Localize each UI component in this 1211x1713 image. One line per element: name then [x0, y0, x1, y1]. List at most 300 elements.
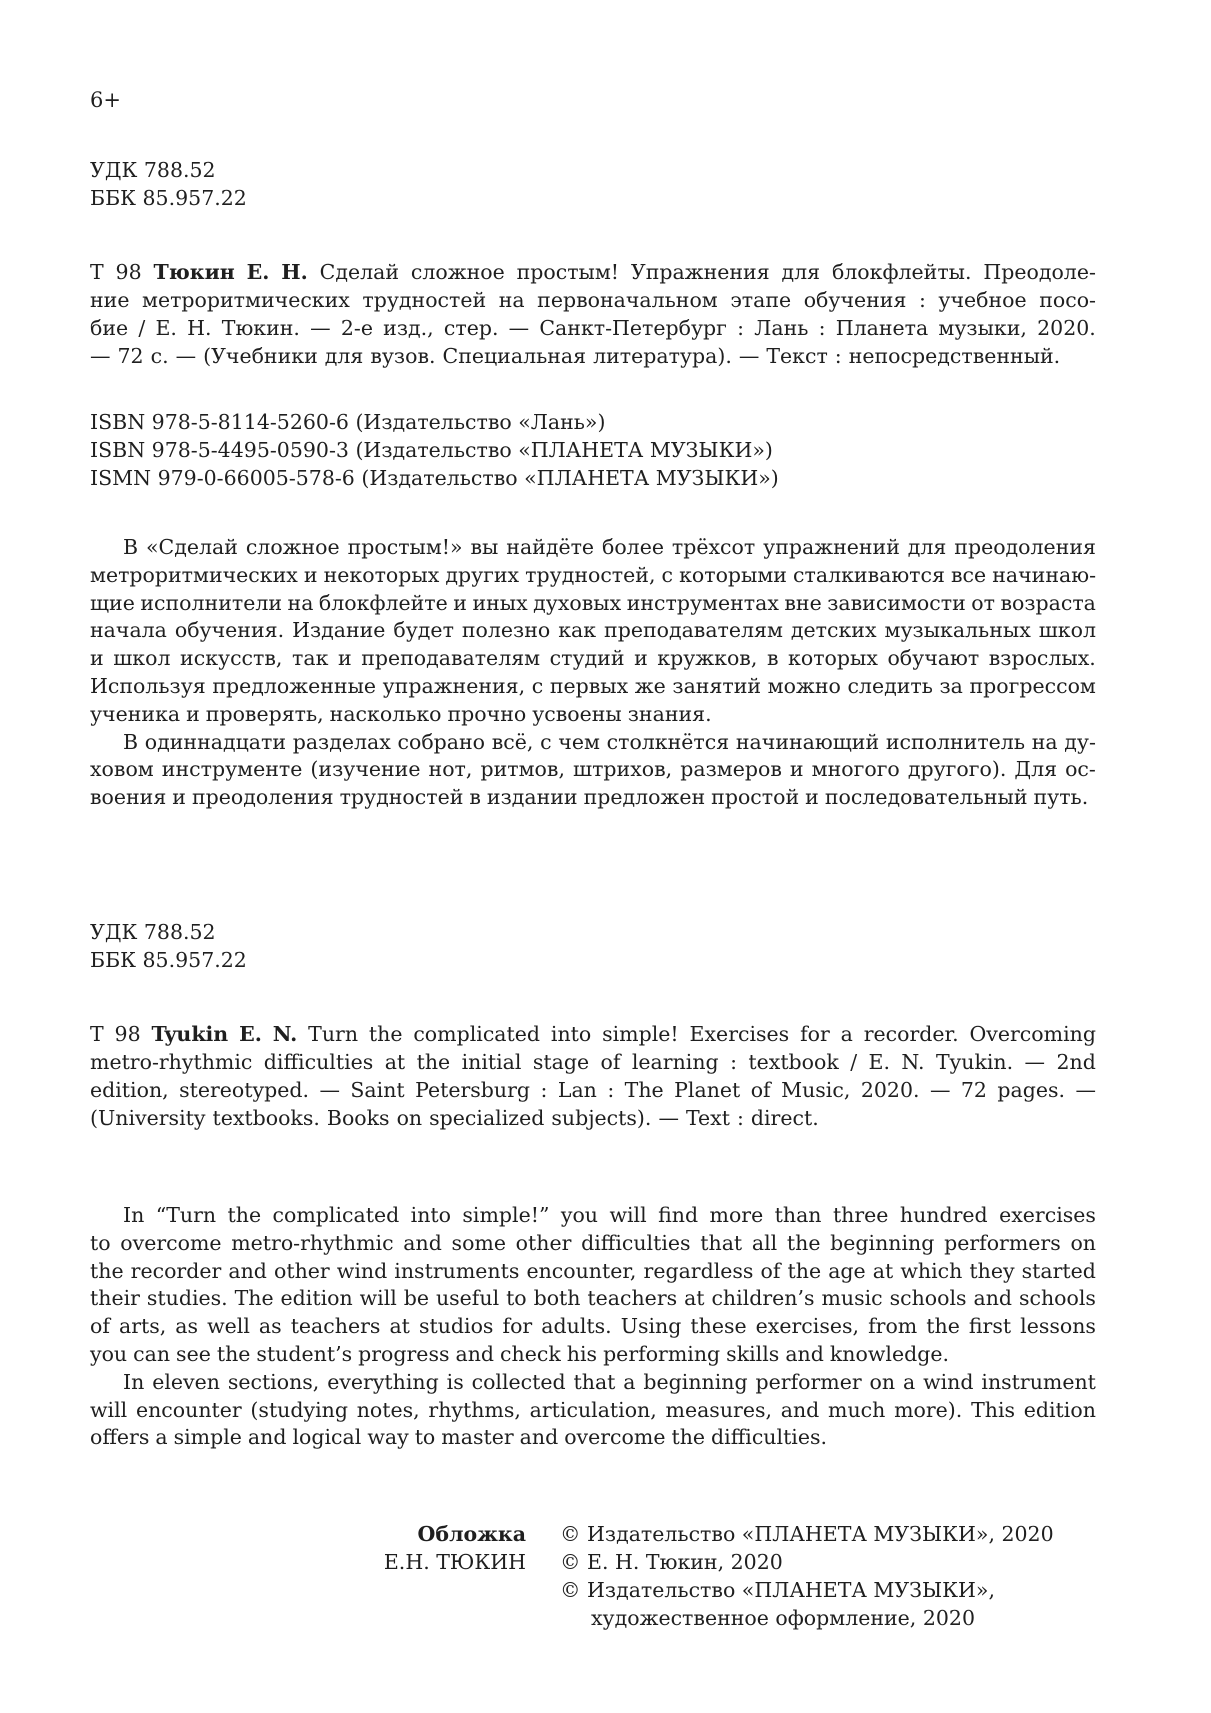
word: exercises: [999, 1203, 1096, 1227]
word: Text: [685, 1106, 730, 1130]
word: :: [607, 1078, 615, 1102]
word: student’s: [256, 1341, 353, 1366]
word: the: [227, 1203, 262, 1227]
word: measures,: [665, 1397, 772, 1422]
word: как: [558, 618, 597, 643]
word: проверять,: [205, 701, 324, 726]
word: трёхсот: [671, 535, 756, 559]
abstract-line: [90, 590, 1096, 618]
word: Music,: [781, 1078, 851, 1102]
word: eleven: [152, 1369, 220, 1394]
word: articulation,: [529, 1397, 657, 1422]
word: T: [90, 1022, 104, 1046]
word: Tyukin.: [935, 1050, 1014, 1074]
word: первых: [549, 673, 629, 698]
entry-line: [90, 1076, 1096, 1104]
word: учебное: [938, 288, 1027, 312]
word: schools: [1018, 1286, 1096, 1311]
word: the: [786, 1230, 821, 1255]
word: performer: [755, 1369, 862, 1394]
word: на: [1031, 729, 1058, 754]
word: трудностей,: [525, 562, 656, 587]
word: and: [247, 1425, 287, 1450]
word: :: [737, 316, 745, 340]
word: music: [821, 1286, 883, 1311]
word: a: [155, 1425, 168, 1450]
word: at: [384, 1050, 406, 1074]
word: complicated: [272, 1203, 400, 1227]
word: beginning: [830, 1230, 935, 1255]
word: Санкт-Петербург: [539, 316, 727, 340]
word: —: [508, 316, 530, 340]
word: трудностей: [339, 785, 464, 810]
abstract-line: [90, 1369, 1096, 1397]
word: recorder: [130, 1258, 222, 1283]
word: (изучение: [310, 757, 421, 782]
word: предложен: [583, 785, 706, 810]
word: другого).: [907, 757, 1007, 782]
abstract-line: [90, 1230, 1096, 1258]
word: студий: [549, 646, 625, 671]
word: трудностей: [362, 288, 487, 312]
abstract-line: [90, 1397, 1096, 1425]
word: :: [540, 1078, 548, 1102]
word: studies.: [146, 1286, 228, 1311]
word: you: [90, 1341, 128, 1366]
word: метроритмических: [90, 562, 298, 587]
author-name-word: Н.: [281, 260, 308, 284]
word: first: [968, 1314, 1012, 1339]
word: initial: [461, 1050, 522, 1074]
word: a: [623, 1369, 636, 1394]
word: which: [900, 1258, 963, 1283]
cover-label: Обложка: [417, 1522, 526, 1546]
age-rating: 6+: [90, 88, 121, 112]
word: блокфлейты.: [831, 260, 972, 284]
word: с: [531, 673, 544, 698]
word: В: [123, 729, 139, 754]
word: for: [800, 1022, 830, 1046]
word: кружков,: [657, 646, 758, 671]
word: с: [540, 729, 552, 754]
word: Тюкин.: [221, 316, 300, 340]
word: путь.: [1033, 785, 1089, 810]
word: —: [90, 344, 111, 368]
word: для: [907, 535, 947, 559]
word: be: [403, 1286, 430, 1311]
abstract-line: [90, 617, 1096, 645]
word: stereotyped.: [179, 1078, 309, 1102]
word: и: [805, 785, 819, 810]
word: 2nd: [1056, 1050, 1096, 1074]
word: will: [90, 1397, 128, 1422]
word: Е.: [155, 316, 177, 340]
word: 2020.: [1037, 316, 1096, 340]
word: the: [90, 1258, 124, 1283]
word: wind: [923, 1369, 974, 1394]
word: performers: [944, 1230, 1061, 1255]
word: exercises,: [755, 1314, 860, 1339]
word: to: [506, 1286, 527, 1311]
word: difficulties.: [711, 1425, 828, 1450]
word: of: [750, 1078, 771, 1102]
word: столкнётся: [606, 729, 730, 754]
word: learning: [631, 1050, 719, 1074]
word: нот,: [428, 757, 473, 782]
author-name-word: Е.: [246, 260, 270, 284]
cover-author: Е.Н. ТЮКИН: [383, 1550, 526, 1574]
word: же: [634, 673, 666, 698]
abstract-line: [90, 1202, 1096, 1230]
entry-line: [90, 258, 1096, 286]
word: simple!: [602, 1022, 679, 1046]
word: textbooks.: [212, 1106, 320, 1130]
ru-classification-codes: [90, 156, 490, 212]
word: блокфлейте: [318, 590, 448, 615]
word: которых: [788, 646, 878, 671]
word: overcome: [120, 1230, 222, 1255]
abstract-line: [90, 1285, 1096, 1313]
word: :: [918, 288, 926, 312]
word: в: [469, 785, 481, 810]
word: lessons: [1020, 1314, 1096, 1339]
word: —: [738, 344, 760, 368]
word: ние: [90, 288, 130, 312]
word: useful: [435, 1286, 500, 1311]
word: In: [123, 1369, 145, 1394]
word: will: [359, 1286, 397, 1311]
word: ученика: [90, 701, 181, 726]
word: занятий: [672, 673, 762, 698]
word: on: [1070, 1230, 1096, 1255]
word: на: [498, 288, 525, 312]
word: вне: [784, 590, 822, 615]
word: the: [787, 1258, 822, 1283]
word: that: [700, 1230, 743, 1255]
word: ритмов,: [480, 757, 565, 782]
word: and: [780, 1397, 820, 1422]
udk-code: УДК 788.52: [90, 920, 216, 944]
word: музыкальных: [884, 618, 1031, 643]
word: performing: [603, 1341, 721, 1366]
word: и: [453, 590, 467, 615]
bbk-code: ББК 85.957.22: [90, 186, 247, 210]
word: издании: [486, 785, 578, 810]
abstract-line: [90, 1341, 1096, 1369]
word: you: [560, 1203, 599, 1227]
word: за: [939, 673, 963, 698]
word: «Сделай: [146, 535, 238, 559]
word: that: [573, 1369, 616, 1394]
abstract-line: [90, 701, 1096, 729]
word: школ: [1038, 618, 1096, 643]
word: sections,: [227, 1369, 320, 1394]
word: children’s: [711, 1286, 815, 1311]
ru-bibliographic-entry: [90, 258, 1096, 370]
word: первоначальном: [537, 288, 718, 312]
word: Petersburg: [415, 1078, 531, 1102]
word: начинаю-: [992, 562, 1096, 587]
word: усвоены: [532, 701, 622, 726]
word: литература).: [593, 344, 732, 368]
word: arts,: [118, 1314, 167, 1339]
word: is: [446, 1369, 464, 1394]
word: —: [929, 1078, 951, 1102]
word: to: [90, 1230, 111, 1255]
word: с: [661, 562, 674, 587]
word: Упражнения: [630, 260, 770, 284]
cover-credit: [370, 1520, 526, 1576]
word: direct.: [750, 1106, 819, 1130]
word: from: [868, 1314, 918, 1339]
word: прогрессом: [969, 673, 1096, 698]
author-name-word: E.: [239, 1022, 262, 1046]
word: сталкиваются: [793, 562, 945, 587]
word: возраста: [1000, 590, 1096, 615]
word: и: [186, 701, 200, 726]
word: всё,: [491, 729, 534, 754]
word: regardless: [643, 1258, 754, 1283]
word: their: [90, 1286, 140, 1311]
word: 98: [114, 1022, 141, 1046]
word: E.: [868, 1050, 891, 1074]
word: сложное: [410, 260, 505, 284]
abstract-line: [90, 645, 1096, 673]
word: и: [90, 646, 104, 671]
word: ос-: [1065, 757, 1096, 782]
abstract-line: [90, 673, 1096, 701]
word: которыми: [679, 562, 787, 587]
word: beginning: [643, 1369, 748, 1394]
word: at: [389, 1314, 410, 1339]
word: wind: [336, 1258, 388, 1283]
word: этапе: [730, 288, 792, 312]
word: некоторых: [323, 562, 440, 587]
word: knowledge.: [829, 1341, 949, 1366]
abstract-line: [90, 1313, 1096, 1341]
word: зависимости: [827, 590, 966, 615]
word: ду-: [1064, 729, 1096, 754]
word: :: [834, 344, 842, 368]
word: Lan: [557, 1078, 597, 1102]
word: последовательный: [824, 785, 1028, 810]
isbn-list: [90, 408, 779, 492]
entry-line: [90, 314, 1096, 342]
word: and: [403, 1230, 442, 1255]
word: 72: [960, 1078, 987, 1102]
copyright-line: © Е. Н. Тюкин, 2020: [560, 1550, 783, 1574]
word: на: [287, 590, 314, 615]
word: размеров: [680, 757, 782, 782]
word: notes,: [356, 1397, 420, 1422]
word: обучают: [887, 646, 980, 671]
word: find: [658, 1203, 699, 1227]
word: instrument: [981, 1369, 1096, 1394]
word: other: [515, 1230, 572, 1255]
word: edition,: [90, 1078, 169, 1102]
word: difficulties: [263, 1050, 374, 1074]
word: разделах: [292, 729, 391, 754]
word: skills: [726, 1341, 780, 1366]
word: can: [133, 1341, 171, 1366]
word: encounter,: [526, 1258, 637, 1283]
word: into: [410, 1203, 451, 1227]
word: Используя: [90, 673, 206, 698]
word: Лань: [754, 316, 809, 340]
word: сложное: [245, 535, 340, 559]
word: a: [840, 1022, 853, 1046]
word: recorder.: [863, 1022, 959, 1046]
word: прочно: [447, 701, 527, 726]
word: предложенные: [212, 673, 377, 698]
word: pages.: [997, 1078, 1066, 1102]
word: Planet: [674, 1078, 741, 1102]
word: посо-: [1039, 288, 1096, 312]
word: adults.: [541, 1314, 612, 1339]
word: This: [971, 1397, 1016, 1422]
word: other: [273, 1258, 330, 1283]
word: of: [600, 1050, 621, 1074]
word: edition: [1023, 1397, 1096, 1422]
word: будет: [393, 618, 454, 643]
word: 98: [115, 260, 142, 284]
word: —: [1075, 1078, 1096, 1102]
word: полезно: [461, 618, 551, 643]
word: —: [319, 1078, 340, 1102]
word: the: [368, 1022, 403, 1046]
word: и: [303, 562, 318, 587]
word: (studying: [250, 1397, 348, 1422]
word: Для: [1014, 757, 1058, 782]
word: Overcoming: [969, 1022, 1096, 1046]
word: all: [751, 1230, 778, 1255]
entry-line: [90, 1020, 1096, 1048]
word: простым!: [516, 260, 620, 284]
word: than: [774, 1203, 822, 1227]
word: преодоления: [191, 785, 334, 810]
word: бие: [90, 316, 129, 340]
word: metro-rhythmic: [231, 1230, 394, 1255]
copyright-line: © Издательство «ПЛАНЕТА МУЗЫКИ»,: [560, 1578, 995, 1602]
word: “Turn: [155, 1203, 217, 1227]
word: простым!»: [347, 535, 463, 559]
word: the: [216, 1341, 251, 1366]
entry-line: [90, 1048, 1096, 1076]
word: воения: [90, 785, 167, 810]
word: и: [337, 646, 352, 671]
ismn-line: ISMN 979-0-66005-578-6 (Издательство «ПЛАНЕТА МУЗЫКИ»): [90, 466, 779, 490]
word: the: [671, 1425, 706, 1450]
word: преодоления: [954, 535, 1096, 559]
word: преподавателям: [361, 646, 541, 671]
word: teachers: [587, 1286, 678, 1311]
word: check: [500, 1341, 561, 1366]
isbn-line: ISBN 978-5-4495-0590-3 (Издательство «ПЛАНЕТА МУЗЫКИ»): [90, 438, 773, 462]
word: on: [396, 1106, 423, 1130]
word: and: [973, 1286, 1013, 1311]
word: и: [789, 757, 804, 782]
word: исполнители: [140, 590, 283, 615]
word: обучения: [803, 288, 907, 312]
entry-line: [90, 1104, 1096, 1132]
word: других: [445, 562, 520, 587]
word: школ: [113, 646, 171, 671]
word: 2-е: [340, 316, 373, 340]
word: on: [869, 1369, 896, 1394]
word: into: [550, 1022, 592, 1046]
word: studios: [418, 1314, 494, 1339]
word: следить: [847, 673, 933, 698]
word: Планета: [835, 316, 929, 340]
word: более: [601, 535, 664, 559]
word: specialized: [429, 1106, 545, 1130]
word: все: [951, 562, 987, 587]
word: 2020.: [860, 1078, 920, 1102]
word: ховом: [90, 757, 154, 782]
word: N.: [901, 1050, 925, 1074]
word: subjects).: [551, 1106, 652, 1130]
word: a: [902, 1369, 916, 1394]
word: The: [234, 1286, 274, 1311]
word: многого: [811, 757, 900, 782]
word: as: [175, 1314, 199, 1339]
copyright-line: художественное оформление, 2020: [591, 1606, 976, 1630]
word: изд.,: [383, 316, 434, 340]
word: (University: [90, 1106, 206, 1130]
word: В: [123, 535, 139, 559]
abstract-line: [90, 756, 1096, 784]
word: much: [828, 1397, 886, 1422]
author-name-word: N.: [272, 1022, 298, 1046]
word: исполнитель: [885, 729, 1025, 754]
word: to: [414, 1425, 436, 1450]
word: master: [441, 1425, 514, 1450]
word: и: [172, 785, 186, 810]
word: инструментах: [626, 590, 779, 615]
word: they: [969, 1258, 1015, 1283]
word: :: [736, 1106, 744, 1130]
word: way: [367, 1425, 409, 1450]
word: and: [228, 1258, 267, 1283]
abstract-line: [90, 1258, 1096, 1286]
entry-line: [90, 342, 1096, 370]
word: одиннадцати: [144, 729, 286, 754]
word: at: [872, 1258, 894, 1283]
author-name-word: Tyukin: [151, 1022, 229, 1046]
copyright-block: [560, 1520, 1054, 1632]
word: his: [566, 1341, 598, 1366]
word: —: [175, 344, 197, 368]
word: overcome: [564, 1425, 666, 1450]
word: упражнений: [763, 535, 900, 559]
word: метроритмических: [142, 288, 350, 312]
word: simple!”: [462, 1203, 550, 1227]
entry-line: [90, 286, 1096, 314]
word: Текст: [766, 344, 828, 368]
word: the: [416, 1050, 451, 1074]
word: see: [176, 1341, 211, 1366]
word: духовых: [533, 590, 622, 615]
word: стер.: [443, 316, 499, 340]
word: rhythms,: [428, 1397, 521, 1422]
word: /: [138, 316, 146, 340]
word: logical: [292, 1425, 362, 1450]
bbk-code: ББК 85.957.22: [90, 948, 247, 972]
word: (Учебники: [203, 344, 318, 368]
abstract-line: [90, 1424, 1096, 1452]
word: difficulties: [581, 1230, 691, 1255]
word: of: [90, 1314, 110, 1339]
